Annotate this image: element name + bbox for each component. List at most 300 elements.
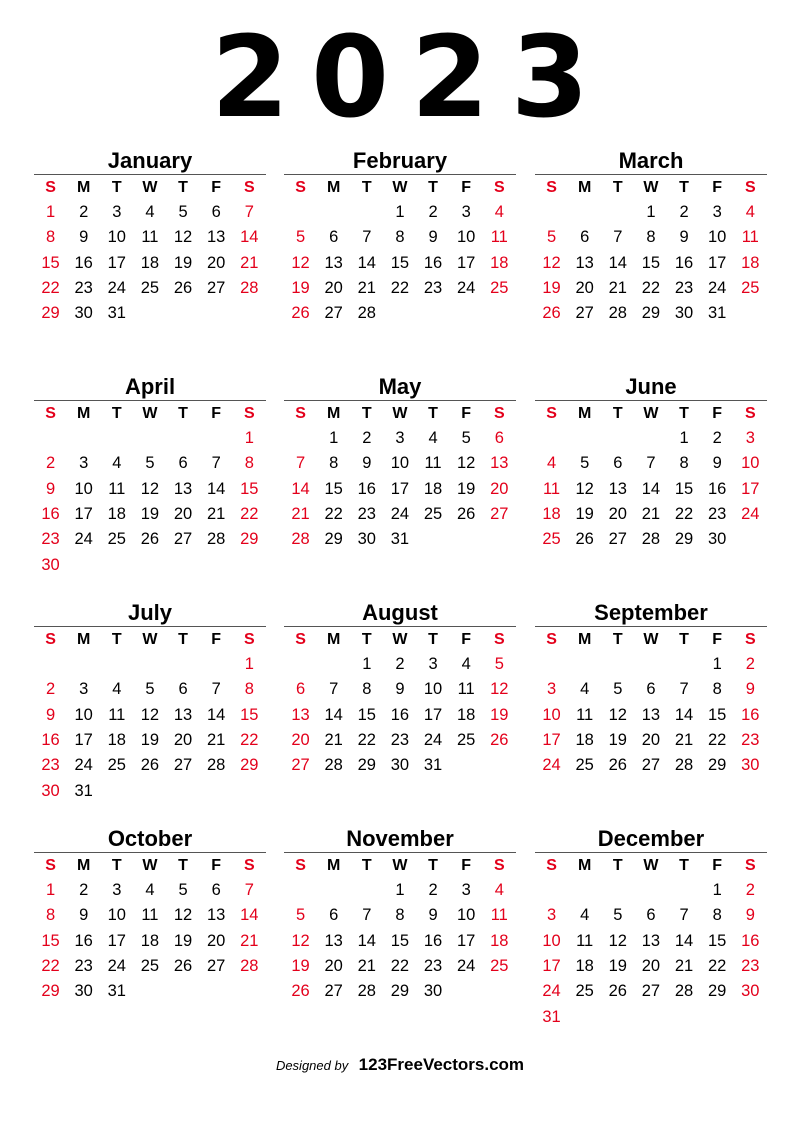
day-cell: 15	[708, 931, 727, 950]
weekday-header: F	[712, 404, 723, 422]
day-cell: 16	[423, 931, 443, 950]
weekday-header: T	[679, 856, 689, 874]
day-cell: 17	[423, 705, 443, 724]
day-cell: 7	[244, 881, 254, 900]
day-cell: 23	[74, 957, 93, 976]
week-row	[284, 502, 516, 527]
weekday-header: S	[295, 178, 306, 196]
day-cell: 12	[140, 705, 160, 724]
day-cell: 1	[329, 429, 339, 448]
day-cell: 29	[41, 304, 60, 323]
day-cell: 18	[457, 705, 476, 724]
week-row	[535, 954, 767, 979]
day-cell: 23	[390, 731, 410, 750]
day-cell: 16	[741, 931, 760, 950]
day-cell: 16	[423, 253, 443, 272]
month-september	[535, 600, 767, 778]
day-cell: 6	[646, 680, 656, 699]
day-cell: 10	[74, 479, 93, 498]
weekday-header-row	[535, 175, 767, 200]
day-cell: 24	[74, 756, 93, 775]
day-cell: 9	[428, 906, 438, 925]
day-cell: 26	[608, 982, 627, 1001]
week-row	[284, 301, 516, 326]
month-may	[284, 374, 516, 552]
month-august	[284, 600, 516, 778]
day-cell: 30	[357, 530, 376, 549]
day-cell: 4	[112, 680, 122, 699]
day-cell: 20	[608, 505, 627, 524]
day-cell: 17	[74, 505, 93, 524]
day-cell: 16	[708, 479, 727, 498]
weekday-header: S	[493, 404, 505, 422]
day-cell: 11	[490, 906, 508, 925]
day-cell: 22	[708, 731, 727, 750]
weekday-header-row	[284, 853, 516, 878]
week-row	[284, 225, 516, 250]
week-row	[34, 200, 266, 225]
day-cell: 14	[608, 253, 627, 272]
day-cell: 27	[641, 982, 661, 1001]
day-cell: 24	[741, 505, 760, 524]
weekday-header-row	[535, 401, 767, 426]
weekday-header: T	[111, 178, 122, 196]
day-cell: 15	[41, 253, 60, 272]
day-cell: 27	[324, 304, 343, 323]
weekday-header: M	[77, 856, 91, 874]
week-row	[535, 753, 767, 778]
month-name: February	[284, 148, 516, 175]
day-cell: 31	[390, 530, 410, 549]
week-row	[34, 527, 266, 552]
weekday-header: F	[461, 178, 472, 196]
day-cell: 26	[140, 756, 160, 775]
day-cell: 5	[295, 906, 306, 925]
weekday-header: T	[361, 178, 372, 196]
day-cell: 15	[708, 705, 727, 724]
weekday-header: S	[243, 856, 255, 874]
day-cell: 4	[494, 203, 504, 222]
day-cell: 21	[324, 731, 343, 750]
day-cell: 8	[45, 228, 56, 247]
day-cell: 29	[240, 530, 259, 549]
day-cell: 15	[390, 931, 410, 950]
day-cell: 3	[712, 203, 722, 222]
week-row	[34, 778, 266, 803]
weekday-header: T	[612, 856, 623, 874]
day-cell: 5	[178, 203, 188, 222]
weekday-header-row	[34, 401, 266, 426]
day-cell: 6	[494, 429, 504, 448]
weekday-header: F	[712, 630, 723, 648]
day-cell: 10	[542, 931, 561, 950]
day-cell: 8	[395, 906, 405, 925]
day-cell: 27	[641, 756, 661, 775]
day-cell: 10	[457, 906, 476, 925]
day-cell: 21	[608, 279, 627, 298]
day-cell: 11	[108, 705, 126, 724]
day-cell: 31	[423, 756, 443, 775]
weekday-header: T	[428, 178, 438, 196]
day-cell: 19	[542, 279, 561, 298]
day-cell: 2	[45, 454, 56, 473]
day-cell: 11	[576, 705, 594, 724]
week-row	[284, 703, 516, 728]
day-cell: 17	[708, 253, 727, 272]
day-cell: 23	[708, 505, 727, 524]
day-cell: 27	[575, 304, 594, 323]
day-cell: 3	[546, 906, 557, 925]
day-cell: 7	[362, 906, 372, 925]
day-cell: 24	[107, 279, 126, 298]
day-cell: 17	[74, 731, 93, 750]
day-cell: 29	[708, 756, 727, 775]
weekday-header: W	[392, 630, 408, 648]
day-cell: 5	[494, 655, 504, 674]
day-cell: 5	[461, 429, 471, 448]
day-cell: 15	[41, 931, 60, 950]
day-cell: 27	[490, 505, 509, 524]
weekday-header: T	[361, 404, 372, 422]
week-row	[535, 878, 767, 903]
day-cell: 20	[641, 731, 661, 750]
weekday-header: W	[643, 404, 659, 422]
day-cell: 21	[291, 505, 310, 524]
day-cell: 12	[291, 931, 310, 950]
weekday-header: S	[295, 404, 306, 422]
day-cell: 7	[679, 680, 689, 699]
week-row	[284, 728, 516, 753]
day-cell: 25	[423, 505, 443, 524]
day-cell: 6	[178, 680, 188, 699]
weekday-header: T	[178, 856, 188, 874]
day-cell: 1	[395, 203, 405, 222]
day-cell: 30	[741, 982, 760, 1001]
day-cell: 22	[390, 279, 410, 298]
day-cell: 2	[45, 680, 56, 699]
day-cell: 5	[546, 228, 557, 247]
day-cell: 19	[140, 505, 160, 524]
day-cell: 11	[576, 931, 594, 950]
weekday-header: S	[493, 630, 505, 648]
day-cell: 4	[428, 429, 438, 448]
day-cell: 5	[145, 680, 155, 699]
day-cell: 14	[324, 705, 343, 724]
day-cell: 14	[207, 705, 226, 724]
day-cell: 19	[173, 253, 193, 272]
weekday-header: M	[77, 630, 91, 648]
weekday-header: S	[546, 178, 557, 196]
month-march	[535, 148, 767, 326]
day-cell: 12	[608, 705, 627, 724]
weekday-header: T	[178, 404, 188, 422]
weekday-header: S	[295, 630, 306, 648]
day-cell: 20	[291, 731, 310, 750]
weekday-header: S	[243, 630, 255, 648]
day-cell: 24	[457, 279, 476, 298]
week-row	[284, 903, 516, 928]
day-cell: 13	[207, 228, 226, 247]
day-cell: 14	[357, 931, 376, 950]
day-cell: 17	[457, 931, 476, 950]
week-row	[34, 251, 266, 276]
month-name: May	[284, 374, 516, 401]
day-cell: 28	[357, 304, 376, 323]
day-cell: 18	[107, 505, 126, 524]
day-cell: 4	[145, 203, 155, 222]
weekday-header: T	[178, 178, 188, 196]
day-cell: 15	[357, 705, 376, 724]
week-row	[34, 652, 266, 677]
week-row	[284, 929, 516, 954]
day-cell: 16	[674, 253, 694, 272]
day-cell: 21	[240, 931, 259, 950]
day-cell: 18	[575, 731, 594, 750]
day-cell: 13	[173, 705, 193, 724]
day-cell: 18	[490, 931, 509, 950]
day-cell: 24	[74, 530, 93, 549]
month-january	[34, 148, 266, 326]
month-november	[284, 826, 516, 1004]
day-cell: 13	[173, 479, 193, 498]
day-cell: 26	[140, 530, 160, 549]
day-cell: 29	[674, 530, 694, 549]
footer-site[interactable]: 123FreeVectors.com	[358, 1055, 525, 1074]
day-cell: 3	[546, 680, 557, 699]
week-row	[535, 502, 767, 527]
day-cell: 4	[145, 881, 155, 900]
weekday-header: W	[392, 178, 408, 196]
day-cell: 18	[741, 253, 760, 272]
day-cell: 7	[211, 454, 221, 473]
day-cell: 8	[362, 680, 372, 699]
day-cell: 6	[295, 680, 306, 699]
day-cell: 1	[362, 655, 372, 674]
day-cell: 23	[41, 756, 60, 775]
day-cell: 2	[745, 881, 755, 900]
day-cell: 23	[357, 505, 376, 524]
day-cell: 19	[140, 731, 160, 750]
weekday-header: S	[744, 630, 756, 648]
day-cell: 20	[207, 931, 226, 950]
weekday-header: T	[111, 630, 122, 648]
day-cell: 27	[173, 530, 193, 549]
day-cell: 23	[423, 279, 443, 298]
day-cell: 20	[324, 279, 343, 298]
day-cell: 13	[291, 705, 310, 724]
week-row	[535, 728, 767, 753]
day-cell: 5	[580, 454, 590, 473]
day-cell: 7	[679, 906, 689, 925]
day-cell: 16	[41, 731, 60, 750]
day-cell: 21	[240, 253, 259, 272]
day-cell: 11	[457, 680, 475, 699]
weekday-header: T	[679, 630, 689, 648]
day-cell: 17	[741, 479, 760, 498]
day-cell: 9	[745, 906, 755, 925]
day-cell: 9	[428, 228, 438, 247]
weekday-header: T	[679, 404, 689, 422]
day-cell: 18	[107, 731, 126, 750]
month-december	[535, 826, 767, 1030]
day-cell: 30	[708, 530, 727, 549]
day-cell: 9	[45, 705, 56, 724]
day-cell: 18	[140, 253, 160, 272]
day-cell: 10	[390, 454, 410, 473]
day-cell: 12	[490, 680, 509, 699]
weekday-header: M	[578, 630, 592, 648]
day-cell: 9	[712, 454, 722, 473]
weekday-header: S	[546, 404, 557, 422]
day-cell: 26	[490, 731, 509, 750]
week-row	[284, 276, 516, 301]
day-cell: 11	[141, 228, 159, 247]
weekday-header: S	[744, 404, 756, 422]
day-cell: 28	[608, 304, 627, 323]
day-cell: 25	[107, 530, 126, 549]
day-cell: 21	[641, 505, 661, 524]
day-cell: 2	[745, 655, 755, 674]
month-name: November	[284, 826, 516, 853]
weekday-header: W	[142, 178, 158, 196]
day-cell: 17	[107, 931, 126, 950]
week-row	[34, 954, 266, 979]
day-cell: 22	[41, 957, 60, 976]
day-cell: 4	[546, 454, 557, 473]
day-cell: 13	[641, 931, 661, 950]
day-cell: 31	[74, 781, 93, 800]
weekday-header: M	[77, 178, 91, 196]
day-cell: 4	[745, 203, 755, 222]
weekday-header: S	[295, 856, 306, 874]
day-cell: 1	[679, 429, 689, 448]
day-cell: 3	[395, 429, 405, 448]
day-cell: 9	[679, 228, 689, 247]
week-row	[284, 652, 516, 677]
day-cell: 7	[211, 680, 221, 699]
day-cell: 16	[41, 505, 60, 524]
weekday-header: W	[643, 178, 659, 196]
day-cell: 23	[741, 731, 760, 750]
weekday-header: M	[327, 856, 341, 874]
day-cell: 27	[324, 982, 343, 1001]
day-cell: 11	[141, 906, 159, 925]
day-cell: 10	[423, 680, 443, 699]
week-row	[284, 251, 516, 276]
day-cell: 7	[329, 680, 339, 699]
day-cell: 10	[542, 705, 561, 724]
day-cell: 30	[41, 781, 60, 800]
day-cell: 22	[674, 505, 694, 524]
day-cell: 25	[140, 279, 160, 298]
day-cell: 12	[457, 454, 476, 473]
day-cell: 19	[490, 705, 509, 724]
weekday-header: T	[361, 856, 372, 874]
day-cell: 12	[140, 479, 160, 498]
day-cell: 14	[240, 906, 259, 925]
weekday-header: F	[211, 856, 222, 874]
day-cell: 9	[395, 680, 405, 699]
day-cell: 3	[112, 881, 122, 900]
day-cell: 25	[457, 731, 476, 750]
day-cell: 10	[457, 228, 476, 247]
day-cell: 8	[329, 454, 339, 473]
day-cell: 25	[490, 279, 509, 298]
day-cell: 21	[357, 957, 376, 976]
day-cell: 6	[329, 228, 339, 247]
weekday-header: S	[45, 404, 56, 422]
day-cell: 9	[79, 906, 89, 925]
day-cell: 15	[641, 253, 661, 272]
day-cell: 1	[244, 429, 254, 448]
day-cell: 15	[674, 479, 694, 498]
weekday-header: M	[327, 178, 341, 196]
day-cell: 22	[390, 957, 410, 976]
day-cell: 11	[490, 228, 508, 247]
day-cell: 31	[708, 304, 727, 323]
day-cell: 19	[575, 505, 594, 524]
day-cell: 8	[45, 906, 56, 925]
day-cell: 12	[173, 906, 193, 925]
weekday-header: T	[612, 404, 623, 422]
day-cell: 19	[291, 279, 310, 298]
day-cell: 12	[291, 253, 310, 272]
week-row	[535, 703, 767, 728]
day-cell: 26	[173, 957, 193, 976]
day-cell: 4	[461, 655, 471, 674]
day-cell: 6	[329, 906, 339, 925]
day-cell: 14	[674, 931, 694, 950]
day-cell: 27	[173, 756, 193, 775]
day-cell: 13	[608, 479, 627, 498]
month-april	[34, 374, 266, 578]
day-cell: 31	[107, 982, 126, 1001]
day-cell: 3	[112, 203, 122, 222]
weekday-header: F	[712, 856, 723, 874]
day-cell: 24	[542, 982, 561, 1001]
day-cell: 9	[745, 680, 755, 699]
weekday-header: M	[578, 178, 592, 196]
day-cell: 20	[641, 957, 661, 976]
weekday-header: T	[612, 630, 623, 648]
day-cell: 9	[45, 479, 56, 498]
weekday-header-row	[34, 627, 266, 652]
weekday-header: S	[493, 178, 505, 196]
weekday-header-row	[34, 175, 266, 200]
week-row	[34, 552, 266, 577]
day-cell: 28	[207, 530, 226, 549]
week-row	[34, 903, 266, 928]
week-row	[34, 878, 266, 903]
week-row	[535, 903, 767, 928]
week-row	[284, 200, 516, 225]
day-cell: 30	[674, 304, 694, 323]
day-cell: 24	[107, 957, 126, 976]
weekday-header: T	[178, 630, 188, 648]
day-cell: 25	[107, 756, 126, 775]
day-cell: 17	[457, 253, 476, 272]
weekday-header-row	[34, 853, 266, 878]
day-cell: 29	[324, 530, 343, 549]
day-cell: 19	[173, 931, 193, 950]
weekday-header: T	[428, 630, 438, 648]
day-cell: 1	[712, 881, 722, 900]
day-cell: 22	[357, 731, 376, 750]
day-cell: 30	[41, 555, 60, 574]
day-cell: 21	[207, 505, 226, 524]
week-row	[284, 426, 516, 451]
day-cell: 26	[542, 304, 561, 323]
